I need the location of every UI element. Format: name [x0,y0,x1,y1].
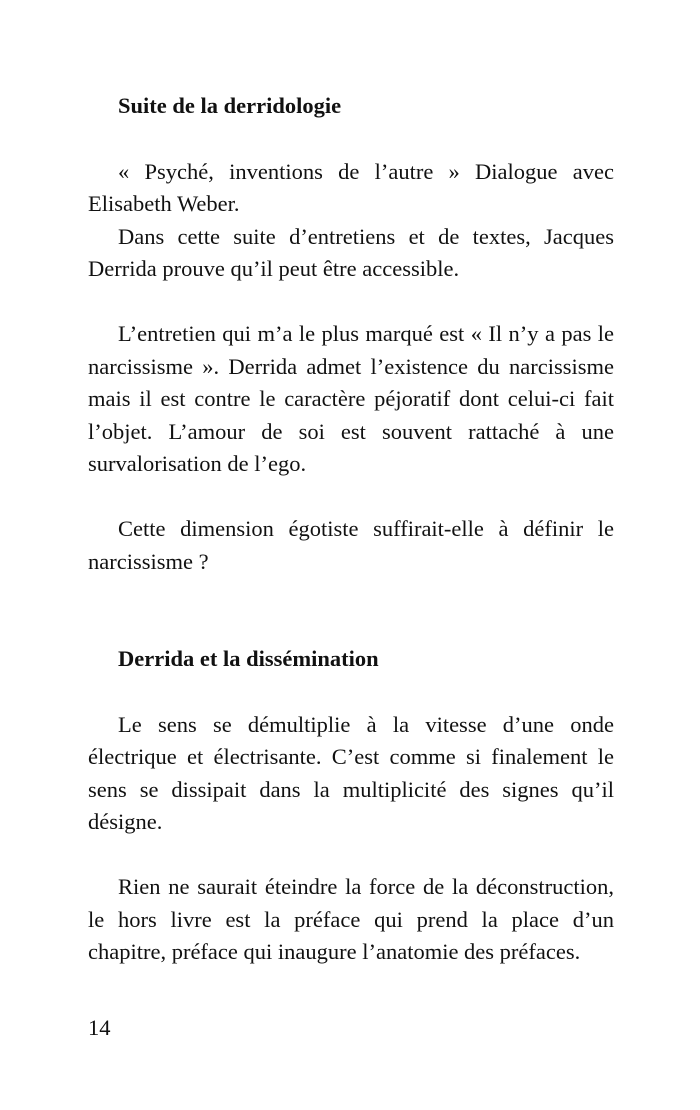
page-number: 14 [88,1015,111,1040]
paragraph-egotiste: Cette dimension égotiste suffirait-elle à définir le narcissisme ? [88,516,614,574]
paragraph-entretiens: Dans cette suite d’entretiens et de textes, Jacques Derrida prouve qu’il peut être accessible. [88,223,614,281]
spacer [88,123,614,156]
spacer [88,286,614,319]
paragraph-psyche: « Psyché, inventions de l’autre » Dialogue avec Elisabeth Weber. [88,158,614,216]
spacer [88,839,614,872]
paragraph-narcissisme: L’entretien qui m’a le plus marqué est « Il n’y a pas le narcissisme ». Derrida admet l’existence du narcissisme mais il est contre le caractère péjoratif dont celui-ci fait l’objet. L’amour de soi est souvent rattaché à une survalorisation de l’ego. [88,321,614,476]
page-body [88,90,614,969]
paragraph-sens: Le sens se démultiplie à la vitesse d’une onde électrique et électrisante. C’est comme si finalement le sens se dissipait dans la multiplicité des signes qu’il désigne. [88,711,614,834]
section-heading-dissemination: Derrida et la dissémination [118,646,379,671]
spacer [88,578,614,643]
spacer [88,481,614,514]
spacer [88,676,614,709]
section-heading-derridologie: Suite de la derridologie [118,93,342,118]
paragraph-deconstruction: Rien ne saurait éteindre la force de la déconstruction, le hors livre est la préface qui prend la place d’un chapitre, préface qui inaugure l’anatomie des préfaces. [88,874,614,964]
